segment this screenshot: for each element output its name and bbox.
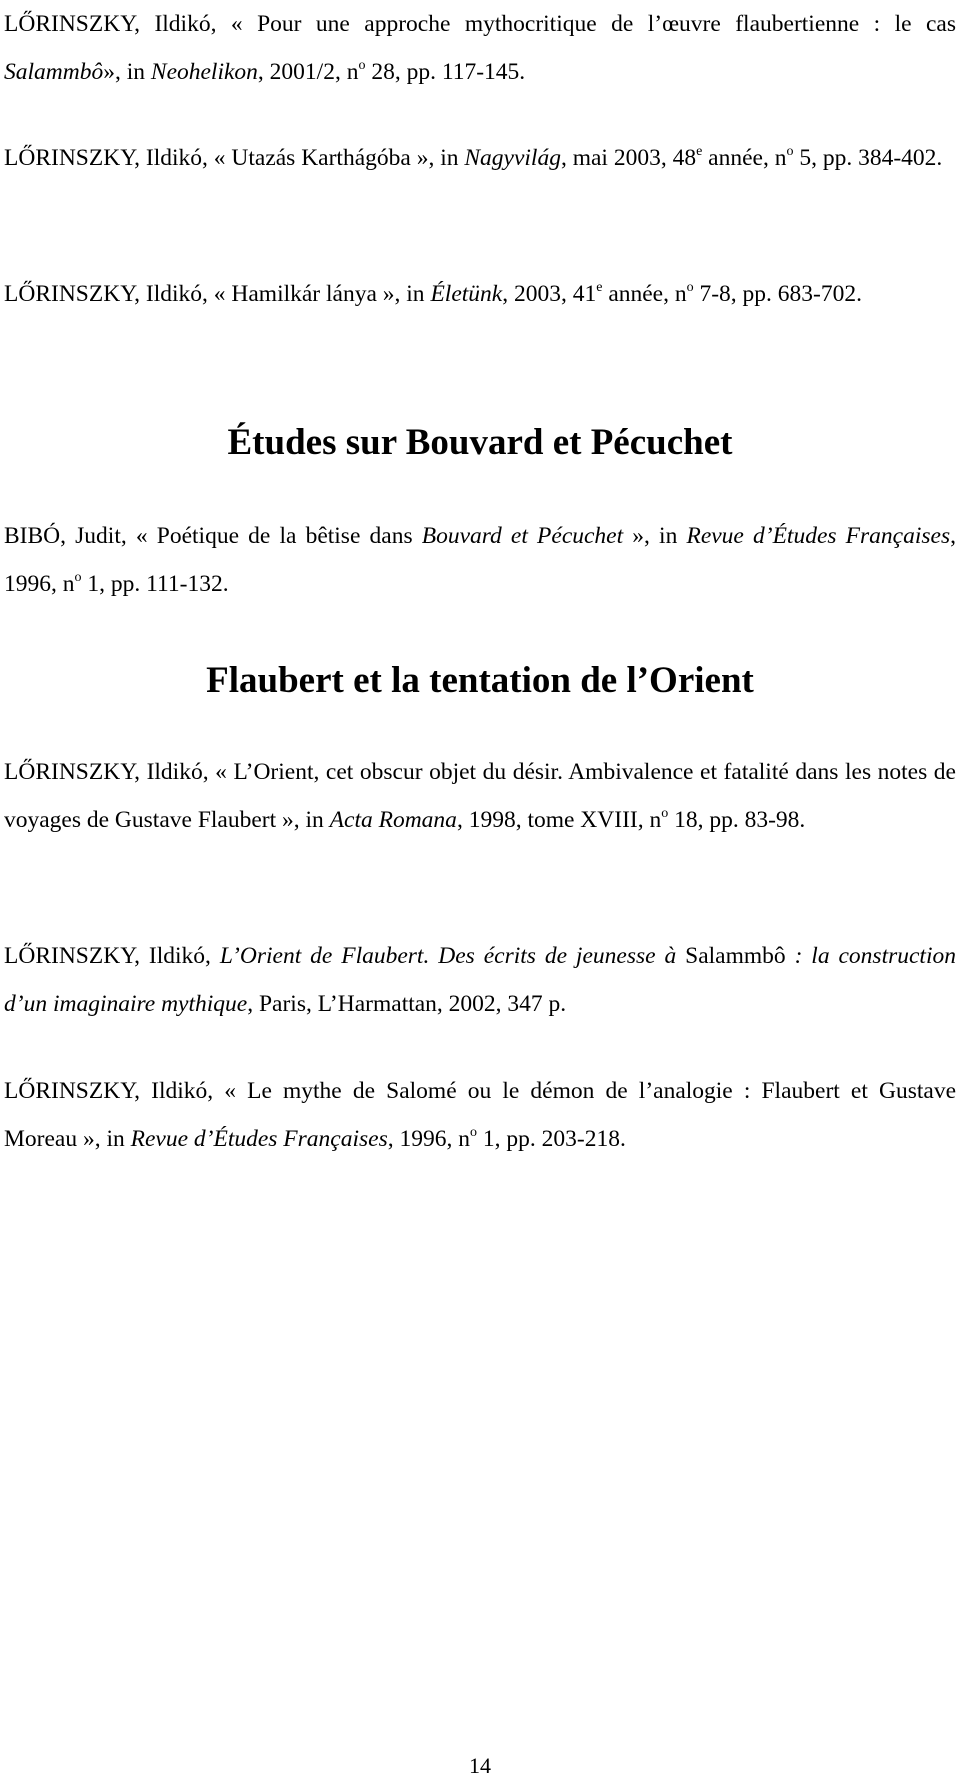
bibliography-entry: LŐRINSZKY, Ildikó, « Hamilkár lánya », in Életünk, 2003, 41e année, $n^o$ 7-8, pp. 683-702. xyxy=(4,280,863,307)
bibliography-entry: LŐRINSZKY, Ildikó, « L’Orient, cet obscur objet du désir. Ambivalence et fatalité dans les notes de voyages de Gustave Flaubert », in Acta Romana, 1998, tome XVIII, $n^o$ 18, pp. 83-98. xyxy=(4,759,956,833)
section-heading: Études sur Bouvard et Pécuchet xyxy=(227,422,733,463)
bibliography-entry: LŐRINSZKY, Ildikó, L’Orient de Flaubert. Des écrits de jeunesse à Salammbô : la construction d’un imaginaire mythique, Paris, L’Harmattan, 2002, 347 p. xyxy=(4,943,956,1017)
bibliography-entry: LŐRINSZKY, Ildikó, « Pour une approche mythocritique de l’œuvre flaubertienne : le cas Salammbô», in Neohelikon, 2001/2, $n^o$ 28, pp. 117-145. xyxy=(4,11,956,85)
bibliography-entry: LŐRINSZKY, Ildikó, « Le mythe de Salomé ou le démon de l’analogie : Flaubert et Gustave Moreau », in Revue d’Études Françaises, 1996, $n^o$ 1, pp. 203-218. xyxy=(4,1078,956,1152)
section-heading: Flaubert et la tentation de l’Orient xyxy=(206,660,754,701)
bibliography-entry: BIBÓ, Judit, « Poétique de la bêtise dans Bouvard et Pécuchet », in Revue d’Études Françaises, 1996, $n^o$ 1, pp. 111-132. xyxy=(4,523,956,597)
bibliography-entry: LŐRINSZKY, Ildikó, « Utazás Karthágóba », in Nagyvilág, mai 2003, 48e année, $n^o$ 5, pp. 384-402. xyxy=(4,144,943,171)
page-number: 14 xyxy=(469,1753,491,1778)
